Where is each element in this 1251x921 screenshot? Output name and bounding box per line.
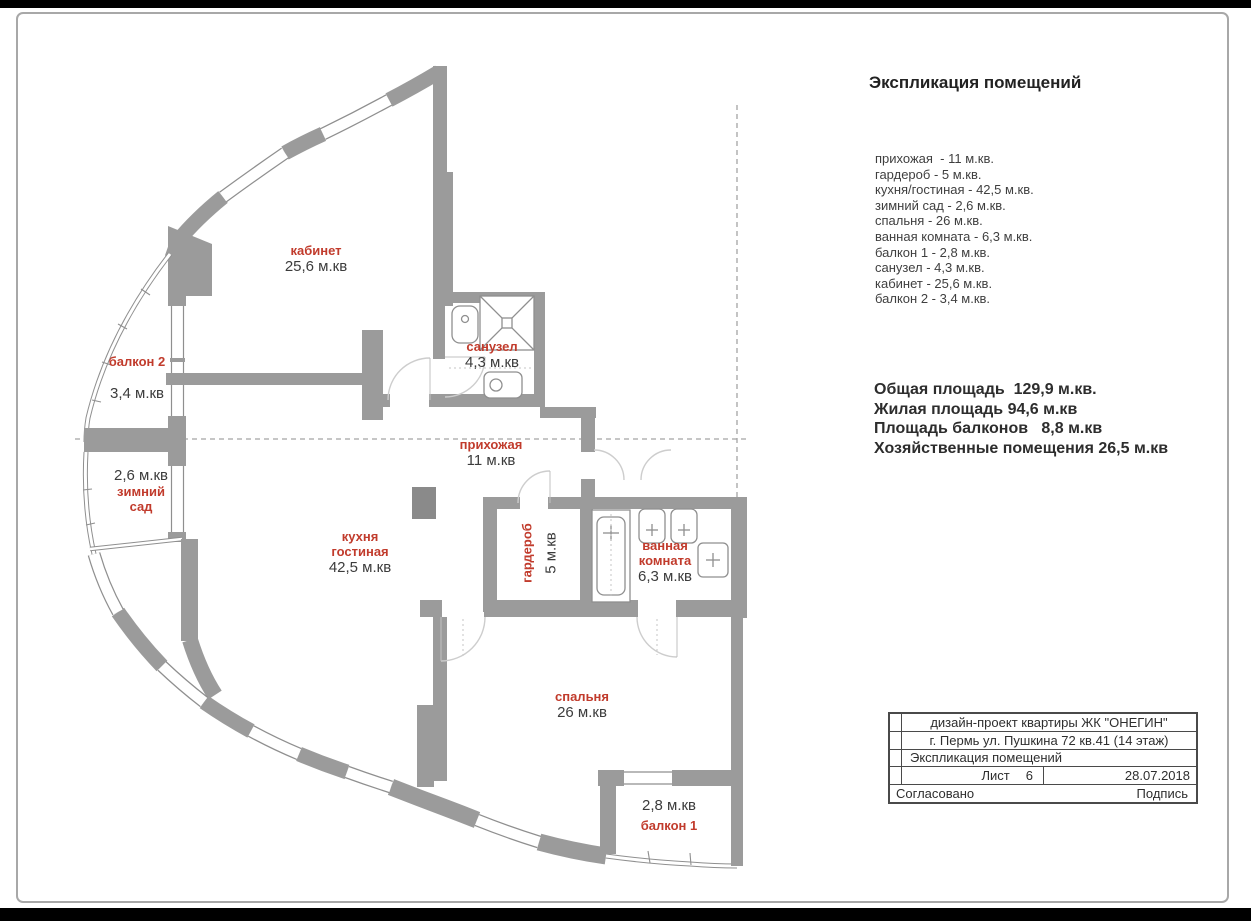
room-name: кабинет <box>290 243 342 258</box>
room-area: 3,4 м.кв <box>109 385 165 402</box>
vannaya-door-arc <box>637 617 677 657</box>
garderob-door-arc <box>518 471 550 503</box>
sanuzel-right-wall <box>534 292 545 404</box>
vannaya-right-wall <box>731 497 747 618</box>
title-block-spacer <box>890 714 902 731</box>
total-line: Жилая площадь 94,6 м.кв <box>874 400 1078 418</box>
room-name: санузел <box>466 339 518 354</box>
kabinet-bottom-wall <box>166 373 364 385</box>
wall-pier <box>362 330 383 420</box>
total-line: Площадь балконов 8,8 м.кв <box>874 420 1103 437</box>
explication-item: прихожая - 11 м.кв. <box>875 151 994 166</box>
room-label-prihozhaya <box>460 437 523 469</box>
room-label-kabinet <box>285 243 347 275</box>
wall-corner-block <box>168 226 212 296</box>
kabinet-right-wall <box>433 66 447 306</box>
explication-title: Экспликация помещений <box>869 73 1082 92</box>
vannaya-top-wall <box>583 497 747 509</box>
explication-item: санузел - 4,3 м.кв. <box>875 260 985 276</box>
explication-item: балкон 2 - 3,4 м.кв. <box>875 291 991 307</box>
approved-label: Согласовано <box>896 786 975 802</box>
room-label-vannaya <box>638 538 692 585</box>
kabinet-door-arc <box>388 358 430 400</box>
room-name: гостиная <box>331 544 389 559</box>
room-label-balkon1 <box>641 797 698 833</box>
column-pillar <box>412 487 436 519</box>
hall-door-arc-2 <box>641 450 671 480</box>
room-area: 2,8 м.кв <box>641 797 697 814</box>
balkon1-top-wall <box>672 770 731 786</box>
room-area-garderob: 5 м.кв <box>542 532 560 574</box>
date-cell: 28.07.2018 <box>1124 768 1190 784</box>
balkon1-window <box>624 772 672 784</box>
total-line: Хозяйственные помещения 26,5 м.кв <box>874 439 1169 457</box>
title-block-row-address <box>890 732 1196 750</box>
outer-wall-segments <box>118 72 606 856</box>
explication-item: кухня/гостиная - 42,5 м.кв. <box>875 182 1034 198</box>
spalnya-left-wall <box>433 617 447 781</box>
winter-garden-partition <box>90 539 182 549</box>
explication-item: гардероб - 5 м.кв. <box>875 166 982 182</box>
signature-label: Подпись <box>1136 786 1188 802</box>
toilet-icon <box>484 372 522 398</box>
room-name: сад <box>129 499 153 514</box>
explication-item: спальня - 26 м.кв. <box>875 213 983 229</box>
project-address: г. Пермь ул. Пушкина 72 кв.41 (14 этаж) <box>929 732 1169 748</box>
sheet-label: Лист <box>981 768 1010 784</box>
room-label-garderob: гардероб <box>519 523 535 583</box>
explication-list <box>875 151 1034 307</box>
room-area: 11 м.кв <box>466 452 516 469</box>
room-label-sanuzel <box>465 339 519 371</box>
room-area: 25,6 м.кв <box>284 258 348 275</box>
title-block-row-project <box>890 714 1196 732</box>
sink-icon <box>452 306 478 343</box>
explication-item: балкон 1 - 2,8 м.кв. <box>875 244 991 260</box>
room-name: прихожая <box>459 437 523 452</box>
title-block-spacer <box>890 732 902 749</box>
room-area: 42,5 м.кв <box>328 559 392 576</box>
title-block-row-sheet-title <box>890 750 1196 768</box>
room-name: кухня <box>341 529 379 544</box>
title-block-spacer <box>890 767 902 784</box>
spalnya-right-wall <box>731 617 743 771</box>
room-label-kuhnya-gostinaya <box>329 529 391 576</box>
sheet-title: Экспликация помещений <box>910 750 1063 766</box>
garderob-vannaya-wall <box>580 509 593 612</box>
hall-door-arc <box>594 450 624 480</box>
title-block-row-sheet-date <box>890 767 1196 785</box>
total-line: Общая площадь 129,9 м.кв. <box>874 381 1097 398</box>
room-area: 4,3 м.кв <box>464 354 520 371</box>
room-label-zimniy-sad <box>114 467 168 514</box>
room-area: 2,6 м.кв <box>113 467 169 484</box>
room-name: балкон 2 <box>108 354 166 369</box>
explication-item: ванная комната - 6,3 м.кв. <box>875 228 1033 244</box>
approval-cell <box>890 785 1196 802</box>
room-name: балкон 1 <box>640 818 698 833</box>
room-name: ванная <box>642 538 688 553</box>
garderob-left-wall <box>483 497 497 612</box>
explication-item: зимний сад - 2,6 м.кв. <box>875 197 1006 213</box>
room-name: комната <box>638 553 692 568</box>
room-name: зимний <box>117 484 165 499</box>
title-block-row-approval <box>890 785 1196 802</box>
balkon1-right-wall <box>731 770 743 866</box>
project-name: дизайн-проект квартиры ЖК "ОНЕГИН" <box>930 714 1168 730</box>
title-block-table <box>888 712 1198 804</box>
title-block-spacer <box>890 750 902 767</box>
explication-item: кабинет - 25,6 м.кв. <box>875 275 993 291</box>
sheet-cell <box>902 767 1044 784</box>
room-name: спальня <box>555 689 609 704</box>
room-area: 26 м.кв <box>557 704 607 721</box>
sheet-number: 6 <box>1025 768 1033 784</box>
kitchen-left-wall <box>181 539 198 641</box>
toilet-icon-2 <box>698 543 728 577</box>
room-area: 6,3 м.кв <box>637 568 693 585</box>
room-label-balkon2 <box>109 354 166 402</box>
room-label-spalnya <box>555 689 609 721</box>
balkon2-divider-wall <box>84 428 186 452</box>
area-totals <box>874 380 1168 458</box>
